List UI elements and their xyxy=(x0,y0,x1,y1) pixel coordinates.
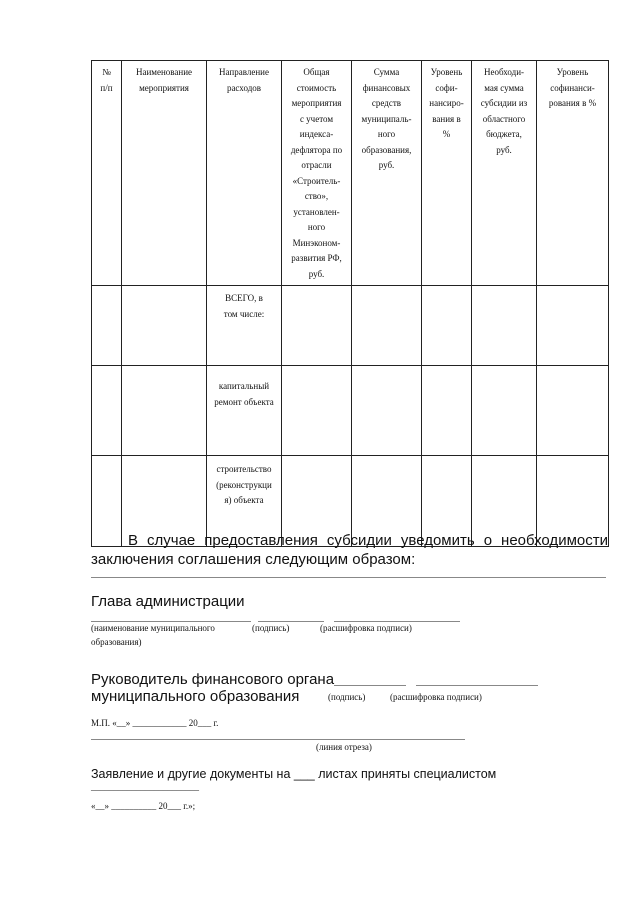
row-label-total: ВСЕГО, в том числе: xyxy=(207,286,282,366)
notice-line-1 xyxy=(128,532,608,549)
header-cell-direction: Направление расходов xyxy=(207,61,282,286)
head-admin-sign-line xyxy=(258,621,324,622)
head-admin-entity-line xyxy=(91,621,251,622)
table-cell xyxy=(92,366,122,456)
head-admin-decode-line xyxy=(334,621,460,622)
table-cell xyxy=(352,286,422,366)
header-cell-number: № п/п xyxy=(92,61,122,286)
head-admin-caption-decode: (расшифровка подписи) xyxy=(320,623,412,633)
fin-head-title-2: муниципального образования xyxy=(91,688,300,705)
head-admin-caption-entity-cont: образования) xyxy=(91,637,142,647)
row-label-capital-repair: капитальный ремонт объекта xyxy=(207,366,282,456)
receipt-signature-line: ________________________ xyxy=(91,782,199,792)
table-header-row xyxy=(92,61,609,286)
fin-head-sign-line xyxy=(334,685,406,686)
table-cell xyxy=(282,286,352,366)
table-cell xyxy=(422,286,472,366)
cut-line xyxy=(91,739,465,740)
table-cell xyxy=(422,366,472,456)
notice-word: случае xyxy=(147,532,196,549)
table-cell xyxy=(537,286,609,366)
subsidy-table xyxy=(91,60,609,547)
notice-word: о xyxy=(483,532,493,549)
header-cell-municipal-funds: Сумма финансовых средств муниципаль- ного образования, руб. xyxy=(352,61,422,286)
head-admin-caption-sign: (подпись) xyxy=(252,623,290,633)
table-cell xyxy=(472,286,537,366)
table-cell xyxy=(122,286,207,366)
table-cell xyxy=(472,366,537,456)
fin-head-caption-decode: (расшифровка подписи) xyxy=(390,692,482,702)
row-label-construction: строительство (реконструкци я) объекта xyxy=(207,456,282,547)
table-cell xyxy=(92,286,122,366)
head-admin-title: Глава администрации xyxy=(91,593,245,610)
receipt-date: «__» __________ 20___ г.»; xyxy=(91,801,196,811)
header-cell-cofinancing-level: Уровень софи- нансиро- вания в % xyxy=(422,61,472,286)
fin-head-title-1: Руководитель финансового органа xyxy=(91,671,335,688)
table-cell xyxy=(537,366,609,456)
header-cell-event-name: Наименование мероприятия xyxy=(122,61,207,286)
header-cell-cofinancing-level-2: Уровень софинанси- рования в % xyxy=(537,61,609,286)
notice-fill-line xyxy=(91,577,606,578)
table-row-total xyxy=(92,286,609,366)
notice-line-2: заключения соглашения следующим образом: xyxy=(91,551,416,568)
head-admin-caption-entity: (наименование муниципального xyxy=(91,623,215,633)
stamp-date: М.П. «__» ____________ 20___ г. xyxy=(91,718,219,728)
table-row-capital-repair xyxy=(92,366,609,456)
table-cell xyxy=(122,366,207,456)
header-cell-required-subsidy: Необходи- мая сумма субсидии из областного бюджета, руб. xyxy=(472,61,537,286)
notice-word: В xyxy=(128,532,139,549)
cut-line-caption: (линия отреза) xyxy=(316,742,372,752)
fin-head-caption-sign: (подпись) xyxy=(328,692,366,702)
fin-head-decode-line xyxy=(416,685,538,686)
notice-word: необходимости xyxy=(501,532,608,549)
table-cell xyxy=(92,456,122,547)
notice-word: субсидии xyxy=(326,532,392,549)
receipt-title: Заявление и другие документы на ___ листах приняты специалистом xyxy=(91,767,497,781)
table-cell xyxy=(352,366,422,456)
table-cell xyxy=(282,366,352,456)
header-cell-total-cost: Общая стоимость мероприятия с учетом индекса- дефлятора по отрасли «Строитель- ство», установлен- ного Минэконом- развития РФ, руб. xyxy=(282,61,352,286)
notice-word: уведомить xyxy=(400,532,475,549)
notice-word: предоставления xyxy=(204,532,318,549)
